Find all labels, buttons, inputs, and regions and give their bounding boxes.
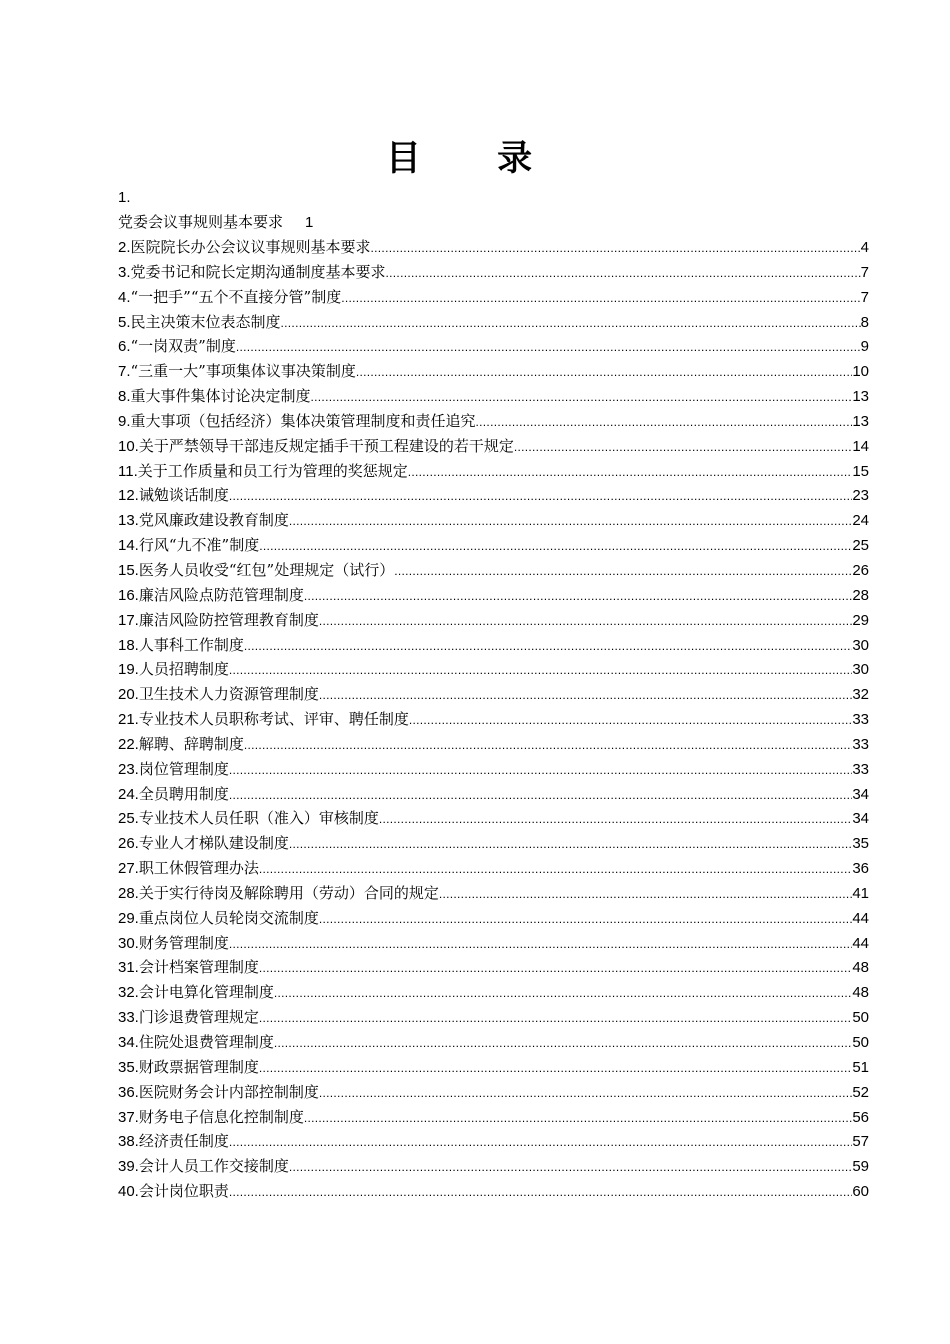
toc-entry-page: 48 [852, 984, 869, 1002]
toc-entry-number: 35. [118, 1058, 139, 1076]
toc-entry-page: 15 [852, 462, 869, 480]
toc-entry[interactable] [118, 633, 869, 658]
toc-entry-number: 38. [118, 1133, 139, 1151]
toc-entry[interactable] [118, 1129, 869, 1154]
toc-entry-page: 10 [852, 363, 869, 381]
toc-entry-label: 关于严禁领导干部违反规定插手干预工程建设的若干规定 [138, 436, 514, 455]
toc-dot-leader [409, 708, 852, 733]
toc-entry-page: 48 [852, 959, 869, 977]
toc-dot-leader [319, 1081, 852, 1106]
toc-entry-label: “三重一大”事项集体议事决策制度 [130, 362, 356, 381]
toc-dot-leader [229, 1130, 852, 1155]
toc-entry-number: 28. [118, 884, 139, 902]
toc-entry-number: 34. [118, 1034, 139, 1051]
toc-entry-page: 30 [852, 636, 869, 654]
toc-entry-label: 会计人员工作交接制度 [138, 1157, 289, 1176]
toc-entry-page: 7 [860, 288, 869, 306]
toc-entry-label: 专业人才梯队建设制度 [138, 834, 289, 853]
toc-entry[interactable] [118, 359, 869, 384]
toc-dot-leader [356, 360, 852, 385]
table-of-contents [118, 186, 869, 1204]
toc-dot-leader [274, 1031, 852, 1056]
toc-entry[interactable] [118, 782, 869, 807]
toc-entry-label: 关于实行待岗及解除聘用（劳动）合同的规定 [138, 883, 439, 902]
toc-entry[interactable] [118, 583, 869, 608]
toc-dot-leader [439, 882, 852, 907]
toc-entry-number: 17. [118, 611, 139, 629]
toc-entry[interactable] [118, 483, 869, 508]
toc-entry-number: 14. [118, 537, 139, 555]
toc-entry-label: 廉洁风险点防范管理制度 [138, 585, 304, 604]
toc-dot-leader [514, 435, 852, 460]
toc-entry-number: 15. [118, 561, 139, 579]
toc-entry-page: 57 [852, 1133, 869, 1151]
toc-entry[interactable] [118, 459, 869, 484]
toc-entry-page: 60 [852, 1183, 869, 1201]
toc-entry[interactable] [118, 558, 869, 583]
toc-entry[interactable] [118, 1154, 869, 1179]
toc-dot-leader [319, 683, 852, 708]
toc-entry[interactable] [118, 334, 869, 359]
toc-entry-label: 重大事件集体讨论决定制度 [130, 387, 311, 406]
toc-entry-number: 40. [118, 1183, 139, 1201]
toc-entry-label: 财务管理制度 [138, 933, 229, 952]
toc-entry-label: 经济责任制度 [138, 1132, 229, 1151]
toc-dot-leader [229, 932, 852, 957]
toc-entry-page: 30 [852, 661, 869, 679]
toc-entry-number: 7. [118, 363, 131, 381]
toc-dot-leader [274, 981, 852, 1006]
toc-entry-label: 行风“九不准”制度 [138, 536, 260, 555]
toc-entry-number: 39. [118, 1158, 139, 1176]
toc-dot-leader [259, 857, 852, 882]
toc-entry-page: 26 [852, 561, 869, 579]
toc-entry-number: 33. [118, 1009, 139, 1027]
toc-dot-leader [229, 758, 852, 783]
toc-entry-label: 解聘、辞聘制度 [138, 734, 244, 753]
toc-entry-page: 41 [852, 884, 869, 902]
toc-dot-leader [229, 484, 852, 509]
toc-entry-label: 人员招聘制度 [138, 660, 229, 679]
toc-entry-page: 34 [852, 810, 869, 828]
toc-entry-page: 33 [852, 711, 869, 729]
toc-dot-leader [236, 335, 861, 360]
toc-entry-number: 32. [118, 984, 139, 1002]
toc-entry-page: 25 [852, 537, 869, 555]
toc-dot-leader [229, 1180, 852, 1205]
toc-entry[interactable] [118, 707, 869, 732]
toc-dot-leader [319, 609, 852, 634]
toc-entry[interactable] [118, 608, 869, 633]
toc-entry-page: 14 [852, 437, 869, 455]
toc-entry-page: 56 [852, 1108, 869, 1126]
toc-entry[interactable] [118, 732, 869, 757]
toc-entry[interactable] [118, 285, 869, 310]
toc-entry-label: 会计档案管理制度 [138, 958, 259, 977]
toc-entry-number: 2. [118, 239, 131, 256]
toc-entry-label: 关于工作质量和员工行为管理的奖惩规定 [137, 461, 408, 480]
toc-entry[interactable] [118, 657, 869, 682]
toc-entry-number: 3. [118, 263, 131, 281]
toc-entry-number: 20. [118, 686, 139, 704]
toc-entry-number: 37. [118, 1108, 139, 1126]
toc-entry[interactable] [118, 931, 869, 956]
toc-entry-label: 全员聘用制度 [138, 784, 229, 803]
toc-entry-page: 44 [852, 909, 869, 927]
toc-entry-page: 33 [852, 760, 869, 778]
toc-entry[interactable] [118, 1179, 869, 1204]
toc-entry[interactable] [118, 533, 869, 558]
toc-entry-number: 11. [118, 462, 138, 480]
toc-entry-number: 16. [118, 586, 139, 604]
toc-entry-label: “一把手”“五个不直接分管”制度 [130, 287, 342, 306]
toc-entry-number: 36. [118, 1083, 139, 1101]
toc-entry[interactable] [118, 856, 869, 881]
toc-entry-page: 34 [852, 785, 869, 803]
toc-entry-label: 岗位管理制度 [138, 759, 229, 778]
toc-entry[interactable] [118, 980, 869, 1005]
toc-entry-page: 29 [852, 611, 869, 629]
toc-entry-label: 财政票据管理制度 [138, 1057, 259, 1076]
toc-dot-leader [259, 956, 852, 981]
toc-dot-leader [281, 311, 861, 336]
toc-entry-label: 党委会议事规则基本要求 [118, 213, 284, 231]
toc-entry-label: 职工休假管理办法 [138, 859, 259, 878]
toc-dot-leader [244, 733, 852, 758]
toc-entry-label: 重点岗位人员轮岗交流制度 [138, 908, 319, 927]
toc-entry-number: 31. [118, 959, 139, 977]
toc-entry-page: 51 [852, 1058, 869, 1076]
toc-entry-number: 29. [118, 909, 139, 927]
toc-entry-page: 13 [852, 412, 869, 430]
toc-entry-label: 重大事项（包括经济）集体决策管理制度和责任追究 [130, 411, 476, 430]
toc-entry-label: 医院财务会计内部控制制度 [138, 1082, 319, 1101]
toc-entry-page: 24 [852, 512, 869, 530]
toc-entry-label: 会计岗位职责 [138, 1182, 229, 1201]
toc-dot-leader [304, 584, 852, 609]
toc-entry[interactable] [118, 955, 869, 980]
toc-entry-label: 专业技术人员职称考试、评审、聘任制度 [138, 710, 409, 729]
toc-entry-label: 卫生技术人力资源管理制度 [138, 685, 319, 704]
toc-entry-number: 4. [118, 288, 131, 306]
toc-dot-leader [379, 807, 852, 832]
toc-entry[interactable] [118, 508, 869, 533]
toc-entry[interactable] [118, 831, 869, 856]
toc-entry-number: 12. [118, 487, 139, 505]
toc-dot-leader [386, 261, 861, 286]
toc-entry-number: 6. [118, 338, 131, 356]
toc-entry-page: 50 [852, 1009, 869, 1027]
toc-entry-page: 1 [305, 214, 314, 231]
toc-entry[interactable] [118, 235, 869, 260]
toc-entry-page: 13 [852, 388, 869, 406]
toc-entry-number: 27. [118, 860, 139, 878]
toc-dot-leader [408, 460, 853, 485]
toc-entry[interactable] [118, 409, 869, 434]
toc-entry-page: 8 [860, 313, 869, 331]
toc-dot-leader [259, 534, 852, 559]
toc-entry-page: 9 [860, 338, 869, 356]
toc-dot-leader [311, 385, 853, 410]
toc-entry-page: 33 [852, 735, 869, 753]
toc-entry-number: 9. [118, 412, 131, 430]
toc-entry-label: 诫勉谈话制度 [138, 486, 229, 505]
toc-dot-leader [289, 832, 852, 857]
toc-dot-leader [476, 410, 853, 435]
toc-entry-label: 专业技术人员任职（准入）审核制度 [138, 809, 379, 828]
toc-entry-number: 24. [118, 785, 139, 803]
toc-dot-leader [289, 1155, 852, 1180]
toc-entry[interactable] [118, 1080, 869, 1105]
toc-entry[interactable] [118, 384, 869, 409]
toc-entry-label: “一岗双责”制度 [130, 337, 236, 356]
toc-entry-number: 18. [118, 636, 139, 654]
toc-entry-label: 民主决策末位表态制度 [130, 312, 281, 331]
toc-entry-number: 25. [118, 810, 139, 828]
toc-entry[interactable] [118, 1055, 869, 1080]
toc-dot-leader [319, 907, 852, 932]
toc-dot-leader [229, 658, 852, 683]
toc-entry[interactable] [118, 757, 869, 782]
toc-entry-page: 23 [852, 487, 869, 505]
toc-entry[interactable] [118, 881, 869, 906]
toc-entry[interactable] [118, 1105, 869, 1130]
toc-entry-page: 7 [860, 263, 869, 281]
toc-entry-number: 13. [118, 512, 139, 530]
toc-entry-label: 党风廉政建设教育制度 [138, 511, 289, 530]
toc-entry-page: 52 [852, 1083, 869, 1101]
toc-entry[interactable] [118, 1005, 869, 1030]
toc-dot-leader [244, 634, 852, 659]
toc-entry-page: 44 [852, 934, 869, 952]
toc-dot-leader [289, 509, 852, 534]
toc-entry-label: 医务人员收受“红包”处理规定（试行） [138, 560, 395, 579]
toc-entry[interactable] [118, 310, 869, 335]
toc-entry[interactable] [118, 1030, 869, 1055]
toc-first-entry[interactable] [118, 210, 869, 235]
toc-dot-leader [259, 1056, 852, 1081]
toc-entry[interactable] [118, 806, 869, 831]
toc-entry-page: 32 [852, 686, 869, 704]
toc-entry-page: 36 [852, 860, 869, 878]
toc-entry-number: 10. [118, 437, 139, 455]
toc-entry-label: 住院处退费管理制度 [138, 1033, 274, 1051]
toc-entry-number: 30. [118, 934, 139, 952]
page-title: 目 录 [385, 138, 565, 179]
toc-entry-label: 人事科工作制度 [138, 635, 244, 654]
toc-entry-label: 党委书记和院长定期沟通制度基本要求 [130, 262, 386, 281]
toc-entry[interactable] [118, 434, 869, 459]
toc-first-number: 1. [118, 189, 131, 206]
toc-entry-number: 22. [118, 735, 139, 753]
toc-entry-label: 门诊退费管理规定 [138, 1008, 259, 1027]
toc-entry-number: 26. [118, 835, 139, 853]
toc-dot-leader [341, 286, 860, 311]
toc-entry-number: 21. [118, 711, 139, 729]
toc-entry-page: 4 [860, 239, 869, 256]
toc-entry-number: 5. [118, 313, 131, 331]
toc-entry-label: 医院院长办公会议议事规则基本要求 [130, 238, 371, 256]
toc-entry-label: 财务电子信息化控制制度 [138, 1107, 304, 1126]
toc-dot-leader [229, 783, 852, 808]
toc-dot-leader [394, 559, 852, 584]
toc-entry-label: 廉洁风险防控管理教育制度 [138, 610, 319, 629]
toc-dot-leader [259, 1006, 852, 1031]
toc-entry-number: 19. [118, 661, 139, 679]
toc-entry[interactable] [118, 260, 869, 285]
toc-entry[interactable] [118, 682, 869, 707]
toc-entry-number: 8. [118, 388, 131, 406]
toc-entry-page: 35 [852, 835, 869, 853]
toc-entry-label: 会计电算化管理制度 [138, 983, 274, 1002]
toc-entry-page: 28 [852, 586, 869, 604]
toc-entry-number: 23. [118, 760, 139, 778]
toc-dot-leader [304, 1106, 852, 1131]
toc-entry-page: 50 [852, 1034, 869, 1051]
toc-dot-leader [371, 236, 861, 261]
toc-entry[interactable] [118, 906, 869, 931]
toc-entry-page: 59 [852, 1158, 869, 1176]
toc-entry-list [118, 235, 869, 1204]
